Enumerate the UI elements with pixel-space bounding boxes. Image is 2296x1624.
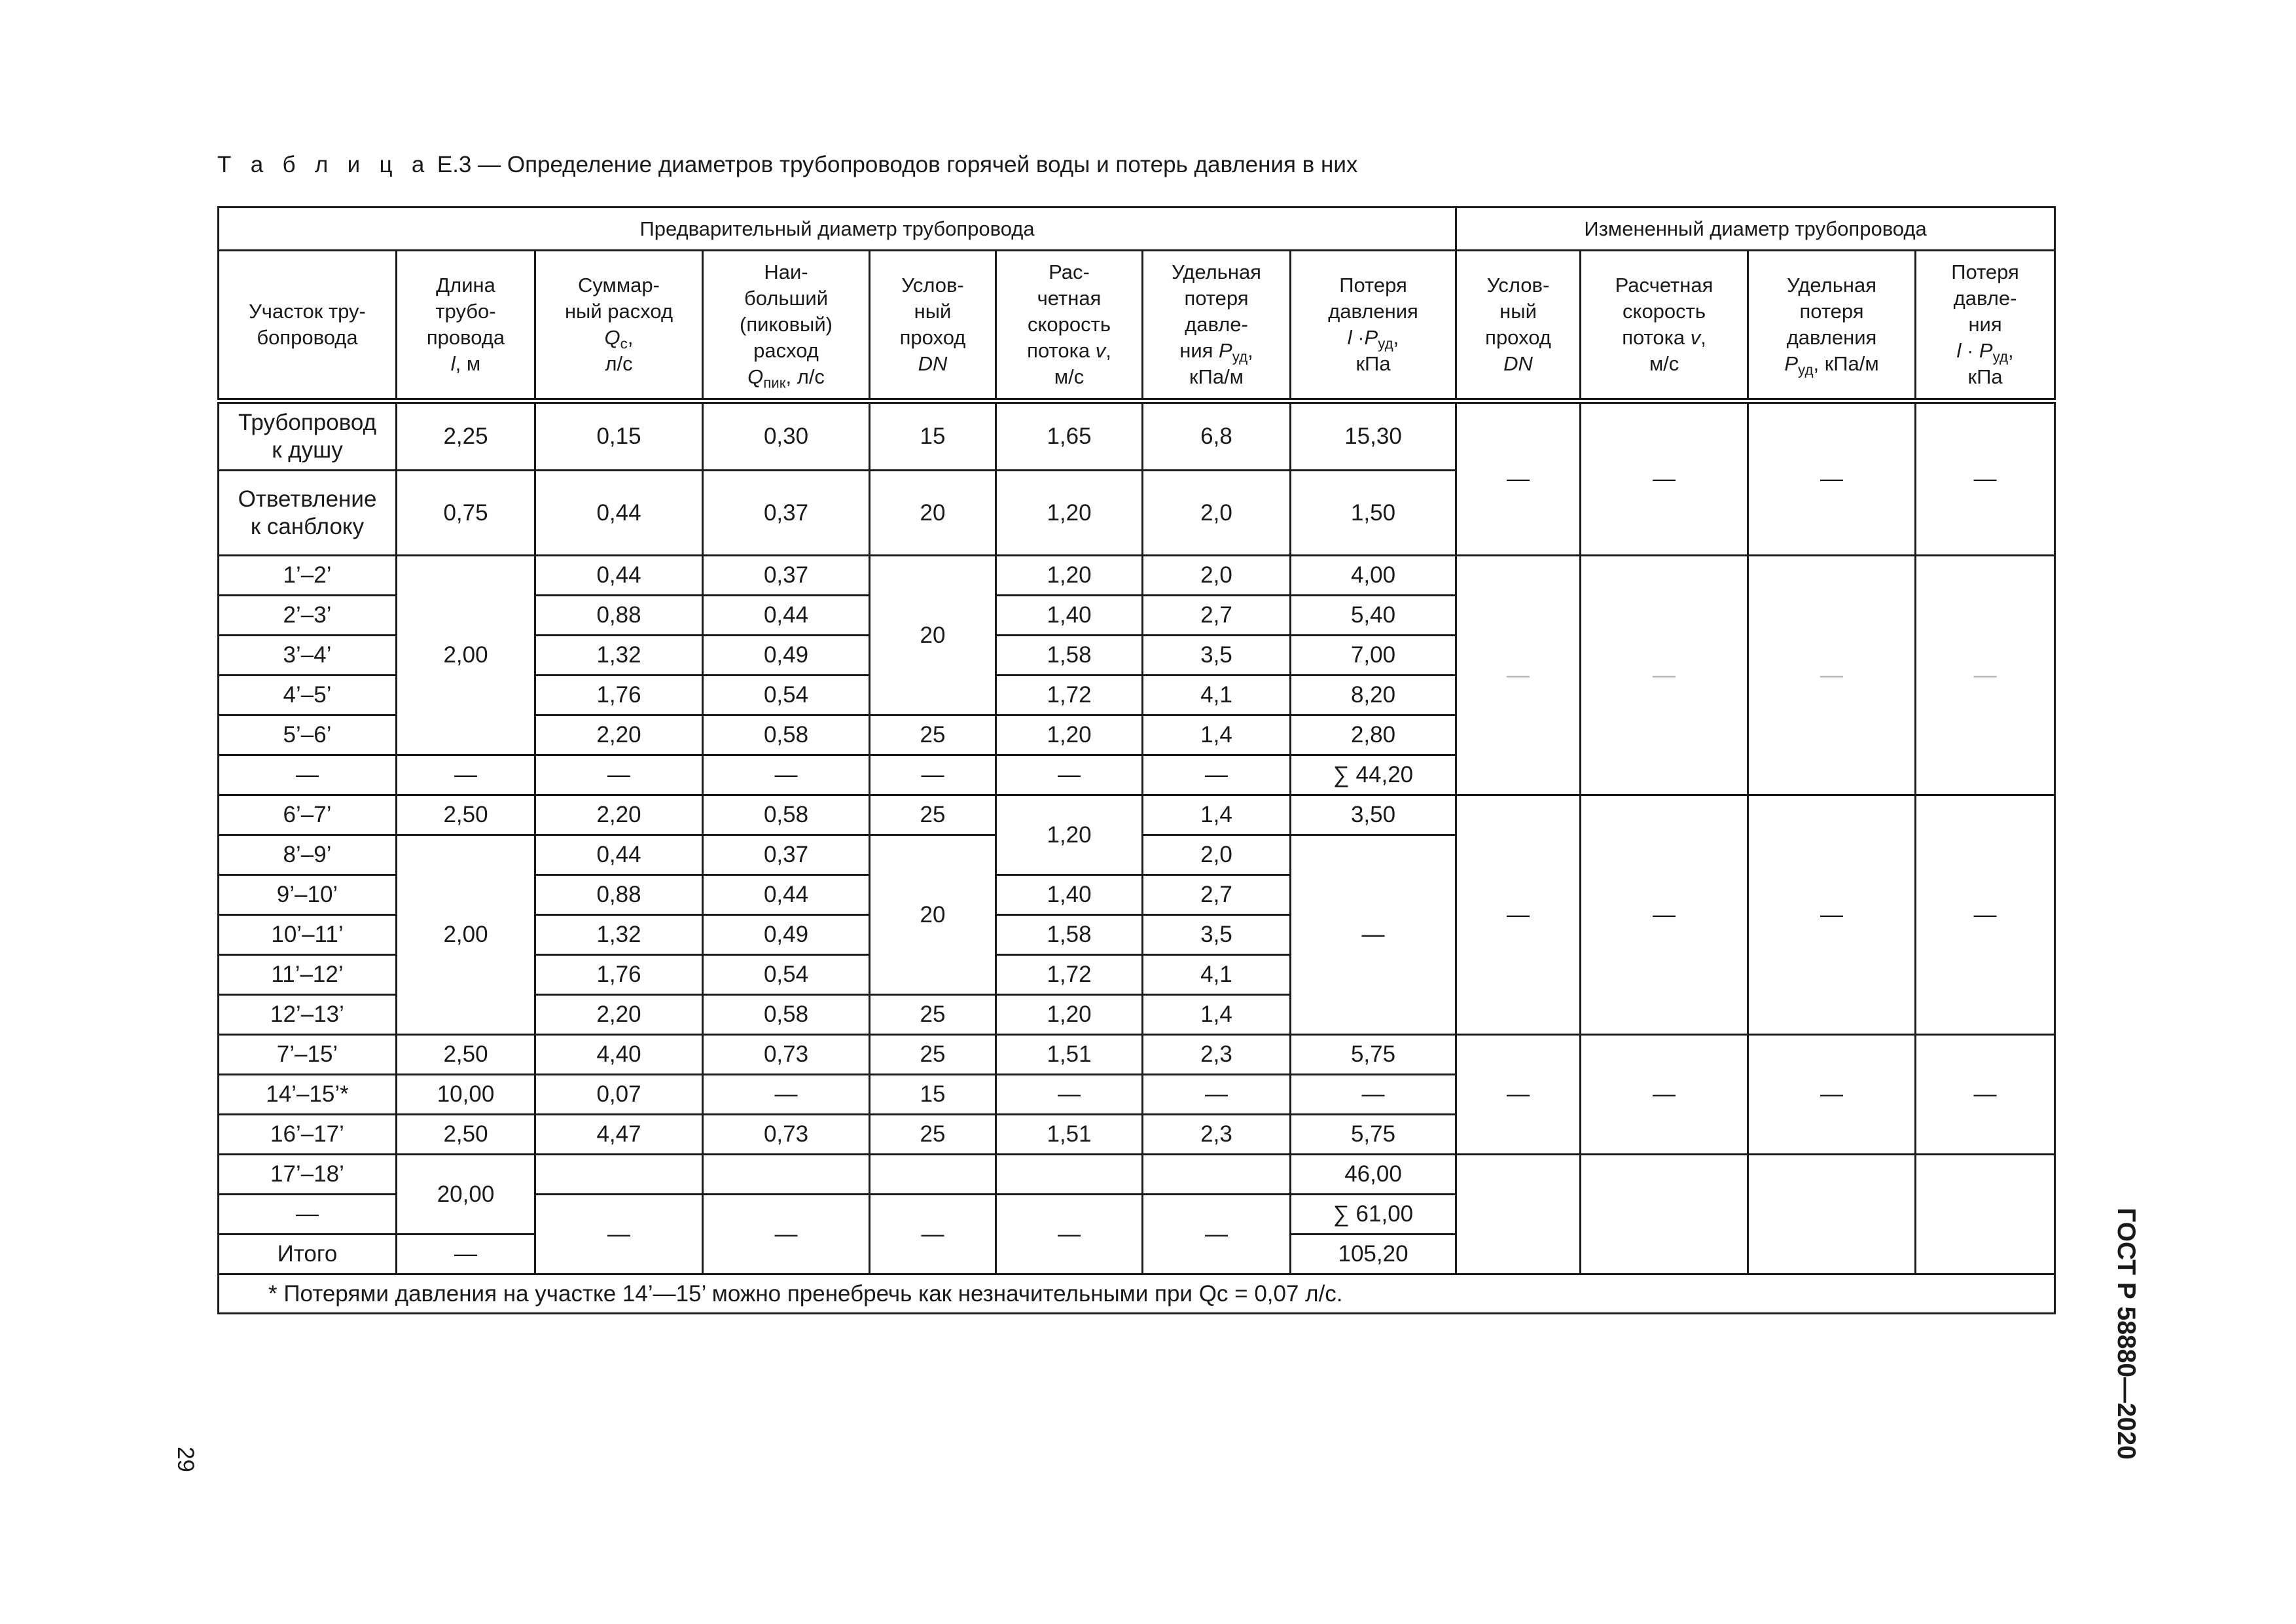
cell-dn: 25 (870, 1115, 996, 1155)
cell-velocity2: — (1581, 556, 1748, 795)
cell-segment: 11’–12’ (219, 955, 397, 995)
cell-loss: — (1291, 835, 1456, 1035)
cell-segment: 6’–7’ (219, 795, 397, 835)
cell-velocity: 1,20 (996, 556, 1143, 596)
cell-segment: 12’–13’ (219, 995, 397, 1035)
cell-total-flow: 4,40 (535, 1035, 703, 1075)
cell-segment: — (219, 755, 397, 795)
cell-segment: 14’–15’* (219, 1075, 397, 1115)
cell-spec-loss: — (1143, 1195, 1291, 1274)
header-length: Длина трубо- провода l, м (397, 251, 535, 401)
header-spec-loss: Удельная потеря давле- ния $P_{уд}$, кПа/м (1143, 251, 1291, 401)
cell-loss2 (1916, 1155, 2055, 1274)
cell-peak-flow (703, 1155, 870, 1195)
cell-segment: 4’–5’ (219, 676, 397, 715)
cell-total-flow: 0,88 (535, 875, 703, 915)
cell-loss: 4,00 (1291, 556, 1456, 596)
cell-velocity2: — (1581, 795, 1748, 1035)
cell-spec-loss: 1,4 (1143, 795, 1291, 835)
cell-loss: — (1291, 1075, 1456, 1115)
cell-velocity (996, 1155, 1143, 1195)
footnote-row (219, 1274, 2055, 1314)
cell-loss: 15,30 (1291, 401, 1456, 471)
cell-spec-loss: 4,1 (1143, 676, 1291, 715)
cell-spec-loss: 1,4 (1143, 995, 1291, 1035)
cell-peak-flow: 0,73 (703, 1035, 870, 1075)
header-dn2: Услов- ный проход DN (1456, 251, 1581, 401)
cell-velocity: — (996, 1075, 1143, 1115)
cell-velocity: 1,20 (996, 715, 1143, 755)
cell-velocity2: — (1581, 1035, 1748, 1155)
cell-spec-loss: 2,0 (1143, 835, 1291, 875)
cell-peak-flow: 0,37 (703, 471, 870, 556)
header-peak-flow: Наи- больший (пиковый) расход $Q_{пик}$, л/с (703, 251, 870, 401)
table-caption (217, 151, 1357, 179)
cell-spec-loss: 2,3 (1143, 1115, 1291, 1155)
cell-peak-flow: 0,44 (703, 596, 870, 636)
cell-velocity: 1,72 (996, 676, 1143, 715)
cell-loss: 1,50 (1291, 471, 1456, 556)
cell-peak-flow: 0,54 (703, 955, 870, 995)
cell-loss: 5,75 (1291, 1115, 1456, 1155)
cell-segment: 17’–18’ (219, 1155, 397, 1195)
header-total-flow: Суммар- ный расход $Q_с$, л/с (535, 251, 703, 401)
data-table (217, 206, 2056, 1314)
cell-dn2: — (1456, 401, 1581, 556)
cell-dn2 (1456, 1155, 1581, 1274)
cell-peak-flow: 0,58 (703, 795, 870, 835)
cell-total-flow: 4,47 (535, 1115, 703, 1155)
cell-velocity2 (1581, 1155, 1748, 1274)
group-changed: Измененный диаметр трубопровода (1456, 208, 2055, 251)
cell-dn: 20 (870, 471, 996, 556)
cell-total-flow: 0,44 (535, 556, 703, 596)
header-velocity: Рас- четная скорость потока v, м/с (996, 251, 1143, 401)
cell-segment: 1’–2’ (219, 556, 397, 596)
cell-dn (870, 1155, 996, 1195)
page-number: 29 (173, 1447, 198, 1472)
cell-spec-loss: 2,3 (1143, 1035, 1291, 1075)
cell-segment: 9’–10’ (219, 875, 397, 915)
cell-total-flow: 0,44 (535, 471, 703, 556)
header-segment: Участок тру- бопровода (219, 251, 397, 401)
cell-total-flow: — (535, 755, 703, 795)
header-spec-loss2: Удельная потеря давления $P_{уд}$, кПа/м (1748, 251, 1916, 401)
cell-velocity: 1,20 (996, 471, 1143, 556)
cell-loss: 8,20 (1291, 676, 1456, 715)
cell-velocity: 1,20 (996, 795, 1143, 875)
cell-dn: 25 (870, 1035, 996, 1075)
cell-loss2: — (1916, 556, 2055, 795)
cell-spec-loss2: — (1748, 795, 1916, 1035)
cell-loss: 46,00 (1291, 1155, 1456, 1195)
cell-total-flow (535, 1155, 703, 1195)
cell-loss2: — (1916, 1035, 2055, 1155)
header-velocity2: Расчетная скорость потока v, м/с (1581, 251, 1748, 401)
cell-spec-loss: 2,0 (1143, 556, 1291, 596)
header-dn: Услов- ный проход DN (870, 251, 996, 401)
cell-total-flow: — (535, 1195, 703, 1274)
cell-length: — (397, 1235, 535, 1274)
caption-label: Т а б л и ц а (217, 152, 431, 177)
cell-total-flow: 2,20 (535, 715, 703, 755)
cell-spec-loss2 (1748, 1155, 1916, 1274)
cell-spec-loss: 1,4 (1143, 715, 1291, 755)
cell-loss: 5,40 (1291, 596, 1456, 636)
cell-segment: 8’–9’ (219, 835, 397, 875)
cell-spec-loss2: — (1748, 1035, 1916, 1155)
cell-velocity: 1,51 (996, 1115, 1143, 1155)
group-header-row (219, 208, 2055, 251)
cell-velocity: — (996, 1195, 1143, 1274)
cell-spec-loss: 2,7 (1143, 596, 1291, 636)
cell-segment: Ответвление к санблоку (219, 471, 397, 556)
footnote: * Потерями давления на участке 14’—15’ можно пренебречь как незначительными при Qс = 0,07 л/с. (219, 1274, 2055, 1314)
cell-peak-flow: 0,49 (703, 636, 870, 676)
cell-velocity: 1,20 (996, 995, 1143, 1035)
cell-total-flow: 1,32 (535, 915, 703, 955)
cell-peak-flow: — (703, 755, 870, 795)
cell-spec-loss (1143, 1155, 1291, 1195)
cell-spec-loss: — (1143, 1075, 1291, 1115)
cell-spec-loss2: — (1748, 401, 1916, 556)
cell-spec-loss: 2,7 (1143, 875, 1291, 915)
cell-total-flow: 1,76 (535, 955, 703, 995)
cell-loss: 5,75 (1291, 1035, 1456, 1075)
cell-segment: 10’–11’ (219, 915, 397, 955)
cell-dn: 20 (870, 835, 996, 995)
cell-peak-flow: 0,58 (703, 995, 870, 1035)
cell-segment: 5’–6’ (219, 715, 397, 755)
cell-length: 20,00 (397, 1155, 535, 1235)
side-label: ГОСТ Р 58880—2020 (2112, 1208, 2140, 1460)
cell-velocity: 1,40 (996, 596, 1143, 636)
cell-segment: 2’–3’ (219, 596, 397, 636)
cell-length: 2,25 (397, 401, 535, 471)
cell-peak-flow: 0,30 (703, 401, 870, 471)
cell-loss: 2,80 (1291, 715, 1456, 755)
cell-velocity: 1,40 (996, 875, 1143, 915)
cell-dn: 25 (870, 795, 996, 835)
cell-dn: — (870, 755, 996, 795)
cell-dn: — (870, 1195, 996, 1274)
cell-length: — (397, 755, 535, 795)
cell-dn: 15 (870, 401, 996, 471)
cell-peak-flow: — (703, 1075, 870, 1115)
column-header-row (219, 251, 2055, 401)
cell-segment: — (219, 1195, 397, 1235)
cell-spec-loss: — (1143, 755, 1291, 795)
cell-loss2: — (1916, 795, 2055, 1035)
cell-total-flow: 2,20 (535, 995, 703, 1035)
cell-velocity2: — (1581, 401, 1748, 556)
cell-segment: 7’–15’ (219, 1035, 397, 1075)
cell-loss-total: 105,20 (1291, 1235, 1456, 1274)
cell-length: 2,50 (397, 1115, 535, 1155)
cell-velocity: 1,51 (996, 1035, 1143, 1075)
cell-segment: Итого (219, 1235, 397, 1274)
cell-total-flow: 0,44 (535, 835, 703, 875)
cell-spec-loss: 6,8 (1143, 401, 1291, 471)
table-row (219, 556, 2055, 596)
cell-peak-flow: 0,54 (703, 676, 870, 715)
cell-peak-flow: 0,37 (703, 556, 870, 596)
cell-dn2: — (1456, 556, 1581, 795)
cell-length: 2,50 (397, 795, 535, 835)
table-row (219, 401, 2055, 471)
group-preliminary: Предварительный диаметр трубопровода (219, 208, 1456, 251)
cell-length: 2,00 (397, 835, 535, 1035)
table-row (219, 1035, 2055, 1075)
cell-velocity: — (996, 755, 1143, 795)
cell-loss-sum: ∑ 61,00 (1291, 1195, 1456, 1235)
cell-total-flow: 0,15 (535, 401, 703, 471)
cell-spec-loss: 2,0 (1143, 471, 1291, 556)
cell-dn2: — (1456, 795, 1581, 1035)
cell-velocity: 1,58 (996, 636, 1143, 676)
table-row (219, 795, 2055, 835)
cell-velocity: 1,58 (996, 915, 1143, 955)
cell-peak-flow: — (703, 1195, 870, 1274)
cell-total-flow: 1,32 (535, 636, 703, 676)
cell-segment: 16’–17’ (219, 1115, 397, 1155)
cell-peak-flow: 0,37 (703, 835, 870, 875)
cell-total-flow: 1,76 (535, 676, 703, 715)
cell-length: 2,50 (397, 1035, 535, 1075)
cell-total-flow: 2,20 (535, 795, 703, 835)
cell-loss-sum: ∑ 44,20 (1291, 755, 1456, 795)
cell-loss: 7,00 (1291, 636, 1456, 676)
cell-peak-flow: 0,58 (703, 715, 870, 755)
cell-dn2: — (1456, 1035, 1581, 1155)
cell-dn: 20 (870, 556, 996, 715)
cell-spec-loss: 3,5 (1143, 915, 1291, 955)
cell-spec-loss: 4,1 (1143, 955, 1291, 995)
cell-velocity: 1,65 (996, 401, 1143, 471)
cell-peak-flow: 0,44 (703, 875, 870, 915)
caption-text: Е.3 — Определение диаметров трубопроводов горячей воды и потерь давления в них (437, 152, 1358, 177)
cell-total-flow: 0,88 (535, 596, 703, 636)
cell-spec-loss2: — (1748, 556, 1916, 795)
header-loss: Потеря давления $l \cdot P_{уд}$, кПа (1291, 251, 1456, 401)
cell-spec-loss: 3,5 (1143, 636, 1291, 676)
cell-length: 0,75 (397, 471, 535, 556)
cell-segment: 3’–4’ (219, 636, 397, 676)
cell-segment: Трубопровод к душу (219, 401, 397, 471)
cell-length: 2,00 (397, 556, 535, 755)
cell-peak-flow: 0,73 (703, 1115, 870, 1155)
table-row (219, 1155, 2055, 1195)
cell-length: 10,00 (397, 1075, 535, 1115)
cell-dn: 25 (870, 995, 996, 1035)
cell-loss2: — (1916, 401, 2055, 556)
cell-peak-flow: 0,49 (703, 915, 870, 955)
cell-velocity: 1,72 (996, 955, 1143, 995)
cell-loss: 3,50 (1291, 795, 1456, 835)
header-loss2: Потеря давле- ния $l \cdot P_{уд}$, кПа (1916, 251, 2055, 401)
cell-dn: 25 (870, 715, 996, 755)
cell-total-flow: 0,07 (535, 1075, 703, 1115)
cell-dn: 15 (870, 1075, 996, 1115)
